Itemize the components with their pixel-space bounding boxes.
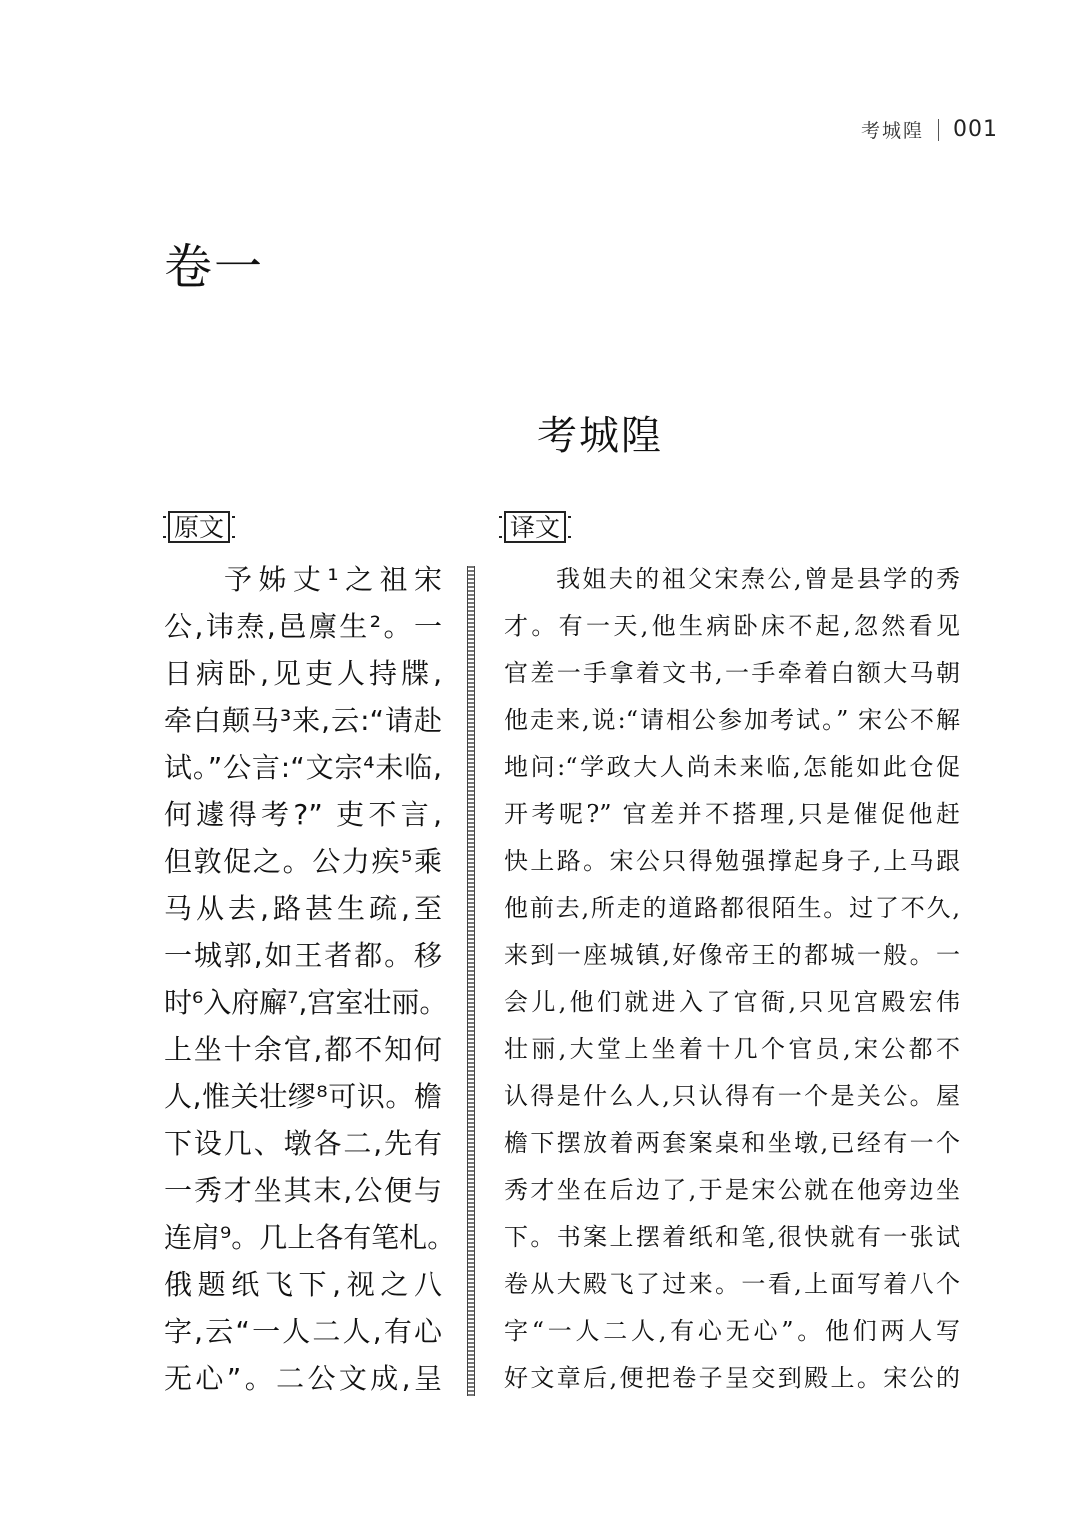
story-title: 考城隍 (537, 413, 663, 459)
original-text-line: 人,惟关壮缪⁸可识。檐 (164, 1080, 442, 1113)
original-text-line: 上坐十余官,都不知何 (164, 1033, 442, 1066)
original-text-line: 无心”。二公文成,呈 (164, 1362, 442, 1395)
translation-text-line: 才。有一天,他生病卧床不起,忽然看见 (504, 612, 960, 640)
original-text-line: 马从去,路甚生疏,至 (164, 892, 442, 925)
translation-text-line: 他走来,说:“请相公参加考试。” 宋公不解 (504, 706, 960, 734)
original-text-line: 时⁶入府廨⁷,宫室壮丽。 (164, 986, 448, 1019)
translation-text-line: 快上路。宋公只得勉强撑起身子,上马跟 (504, 847, 960, 875)
original-text-line: 日病卧,见吏人持牒, (164, 657, 442, 690)
running-head-title: 考城隍 (860, 120, 924, 142)
translation-text-line: 秀才坐在后边了,于是宋公就在他旁边坐 (504, 1176, 960, 1204)
running-head-separator (938, 119, 939, 141)
translation-text-line: 壮丽,大堂上坐着十几个官员,宋公都不 (504, 1035, 960, 1063)
translation-text-line: 好文章后,便把卷子呈交到殿上。宋公的 (504, 1364, 960, 1392)
original-text-line: 公,讳焘,邑廪生²。一 (164, 610, 442, 643)
translation-text-line: 认得是什么人,只认得有一个是关公。屋 (504, 1082, 960, 1110)
translation-text-line: 来到一座城镇,好像帝王的都城一般。一 (504, 941, 960, 969)
original-text-line: 连肩⁹。几上各有笔札。 (164, 1221, 456, 1254)
original-text-line: 但敦促之。公力疾⁵乘 (164, 845, 442, 878)
original-text-line: 俄题纸飞下,视之八 (164, 1268, 442, 1301)
translation-text-line: 他前去,所走的道路都很陌生。过了不久, (504, 894, 960, 922)
translation-text-line: 官差一手拿着文书,一手牵着白额大马朝 (504, 659, 960, 687)
translation-text-line: 卷从大殿飞了过来。一看,上面写着八个 (504, 1270, 960, 1298)
original-text-label: 原文 (168, 511, 230, 543)
original-text-line: 一城郭,如王者都。移 (164, 939, 442, 972)
translation-text-line: 我姐夫的祖父宋焘公,曾是县学的秀 (556, 565, 960, 593)
page-number: 001 (953, 117, 998, 142)
translation-text-line: 字“一人二人,有心无心”。他们两人写 (504, 1317, 960, 1345)
translation-text-column (504, 556, 960, 1402)
volume-title: 卷一 (164, 239, 265, 295)
translation-text-label: 译文 (504, 511, 566, 543)
original-text-line: 何遽得考?” 吏不言, (164, 798, 442, 831)
translation-text-line: 地问:“学政大人尚未来临,怎能如此仓促 (504, 753, 960, 781)
column-divider (467, 566, 475, 1396)
original-text-column (164, 556, 456, 1402)
original-text-line: 牵白颠马³来,云:“请赴 (164, 704, 442, 737)
translation-text-line: 下。书案上摆着纸和笔,很快就有一张试 (504, 1223, 960, 1251)
original-text-line: 字,云“一人二人,有心 (164, 1315, 442, 1348)
translation-text-line: 檐下摆放着两套案桌和坐墩,已经有一个 (504, 1129, 960, 1157)
original-text-line: 下设几、墩各二,先有 (164, 1127, 442, 1160)
translation-text-line: 会儿,他们就进入了官衙,只见宫殿宏伟 (504, 988, 960, 1016)
translation-text-line: 开考呢?” 官差并不搭理,只是催促他赶 (504, 800, 960, 828)
original-text-line: 一秀才坐其末,公便与 (164, 1174, 442, 1207)
running-head (861, 116, 998, 143)
original-text-line: 试。”公言:“文宗⁴未临, (164, 751, 442, 784)
original-text-line: 予姊丈¹之祖宋 (224, 563, 442, 596)
